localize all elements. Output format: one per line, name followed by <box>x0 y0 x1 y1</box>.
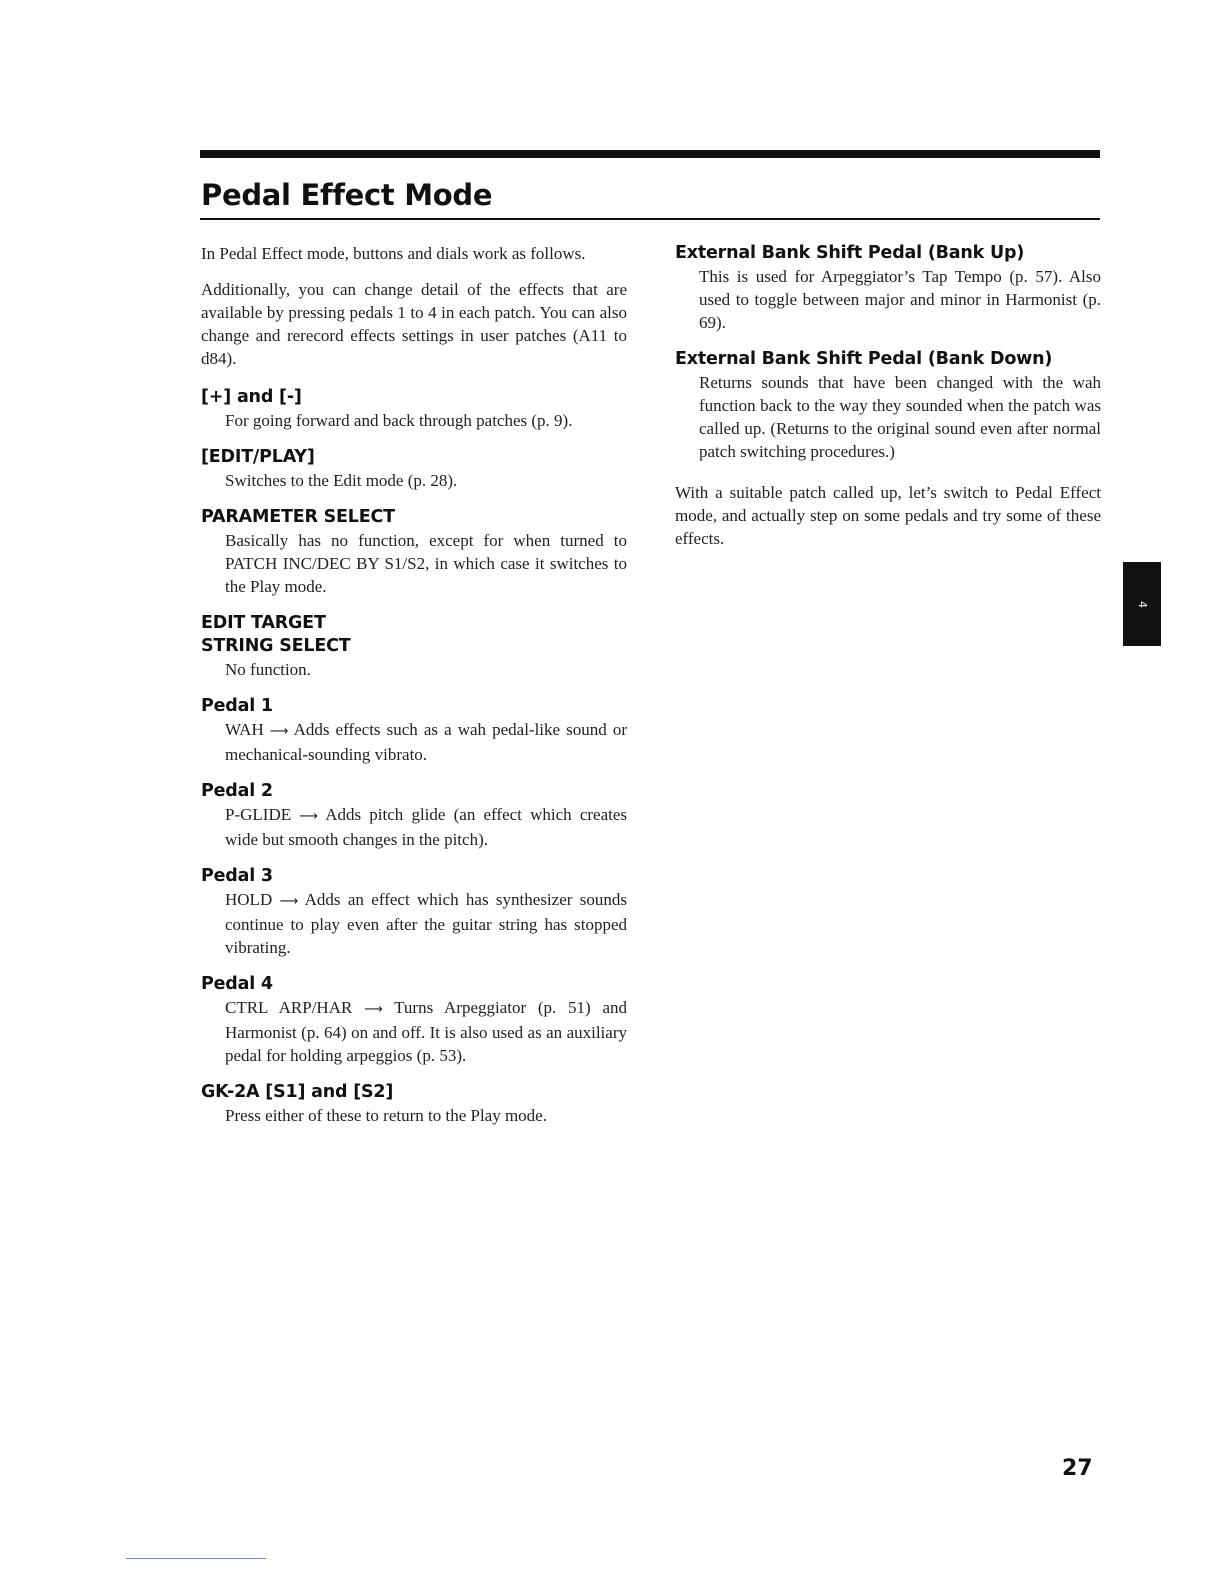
section-heading: Pedal 4 <box>201 974 273 994</box>
section-description <box>201 888 627 959</box>
intro-paragraph-2: Additionally, you can change detail of the effects that are available by pressing pedals 1 to 4 in each patch. You can also change and rerecord effects settings in user patches (A11 to d84). <box>201 280 627 368</box>
arrow-right-icon: ⟶ <box>364 1002 383 1017</box>
top-rule <box>200 150 1100 158</box>
pedal-function-name: P-GLIDE <box>225 805 292 824</box>
section-heading: Pedal 3 <box>201 866 273 886</box>
page-number: 27 <box>1062 1456 1093 1481</box>
section-heading: Pedal 2 <box>201 781 273 801</box>
arrow-right-icon: ⟶ <box>269 724 289 739</box>
section-description: No function. <box>225 660 311 679</box>
pedal-function-name: HOLD <box>225 890 273 909</box>
pedal-function-desc: Adds effects such as a wah pedal-like sound or mechanical-sounding vibrato. <box>225 720 627 764</box>
section-pedal-3 <box>201 865 627 959</box>
section-description <box>201 718 627 766</box>
section-parameter-select <box>201 506 627 598</box>
section-pedal-4 <box>201 973 627 1067</box>
section-heading: EDIT TARGET <box>201 613 326 633</box>
intro-paragraph-1: In Pedal Effect mode, buttons and dials work as follows. <box>201 244 586 263</box>
section-description <box>201 803 627 851</box>
left-column <box>201 242 627 1141</box>
pedal-function-desc: Adds an effect which has synthesizer sounds continue to play even after the guitar string has stopped vibrating. <box>225 890 627 957</box>
section-bank-up <box>675 242 1101 334</box>
section-plus-minus <box>201 386 627 432</box>
section-description: Basically has no function, except for when turned to PATCH INC/DEC BY S1/S2, in which case it switches to the Play mode. <box>225 531 627 596</box>
section-heading: GK-2A [S1] and [S2] <box>201 1082 394 1102</box>
section-heading: External Bank Shift Pedal (Bank Up) <box>675 243 1025 263</box>
section-description: Returns sounds that have been changed with the wah function back to the way they sounded when the patch was called up. (Returns to the original sound even after normal patch switching procedures.) <box>699 373 1101 461</box>
section-pedal-2 <box>201 780 627 851</box>
pedal-function-desc: Turns Arpeggiator (p. 51) and Harmonist (p. 64) on and off. It is also used as an auxiliary pedal for holding arpeggios (p. 53). <box>225 998 627 1065</box>
page-title: Pedal Effect Mode <box>201 178 493 212</box>
section-edit-target <box>201 612 627 681</box>
chapter-tab <box>1123 562 1161 646</box>
chapter-tab-label: 4 <box>1135 600 1149 608</box>
section-gk2a <box>201 1081 627 1127</box>
section-heading: Pedal 1 <box>201 696 273 716</box>
pedal-function-desc: Adds pitch glide (an effect which creates wide but smooth changes in the pitch). <box>225 805 627 849</box>
section-description <box>201 996 627 1067</box>
section-heading: [EDIT/PLAY] <box>201 447 315 467</box>
section-heading: [+] and [-] <box>201 387 302 407</box>
section-heading: PARAMETER SELECT <box>201 507 395 527</box>
section-bank-down <box>675 348 1101 463</box>
footer-line <box>126 1558 266 1559</box>
section-description: For going forward and back through patches (p. 9). <box>225 411 573 430</box>
pedal-function-name: CTRL ARP/HAR <box>225 998 353 1017</box>
pedal-function-name: WAH <box>225 720 264 739</box>
section-heading: STRING SELECT <box>201 636 351 656</box>
right-column <box>675 242 1101 563</box>
arrow-right-icon: ⟶ <box>299 809 318 824</box>
title-rule <box>200 218 1100 220</box>
section-description: Switches to the Edit mode (p. 28). <box>225 471 458 490</box>
section-edit-play <box>201 446 627 492</box>
arrow-right-icon: ⟶ <box>279 894 299 909</box>
outro-paragraph: With a suitable patch called up, let’s switch to Pedal Effect mode, and actually step on some pedals and try some of these effects. <box>675 483 1101 548</box>
section-heading: External Bank Shift Pedal (Bank Down) <box>675 349 1053 369</box>
section-description: This is used for Arpeggiator’s Tap Tempo (p. 57). Also used to toggle between major and minor in Harmonist (p. 69). <box>699 267 1101 332</box>
section-description: Press either of these to return to the Play mode. <box>225 1106 547 1125</box>
section-pedal-1 <box>201 695 627 766</box>
